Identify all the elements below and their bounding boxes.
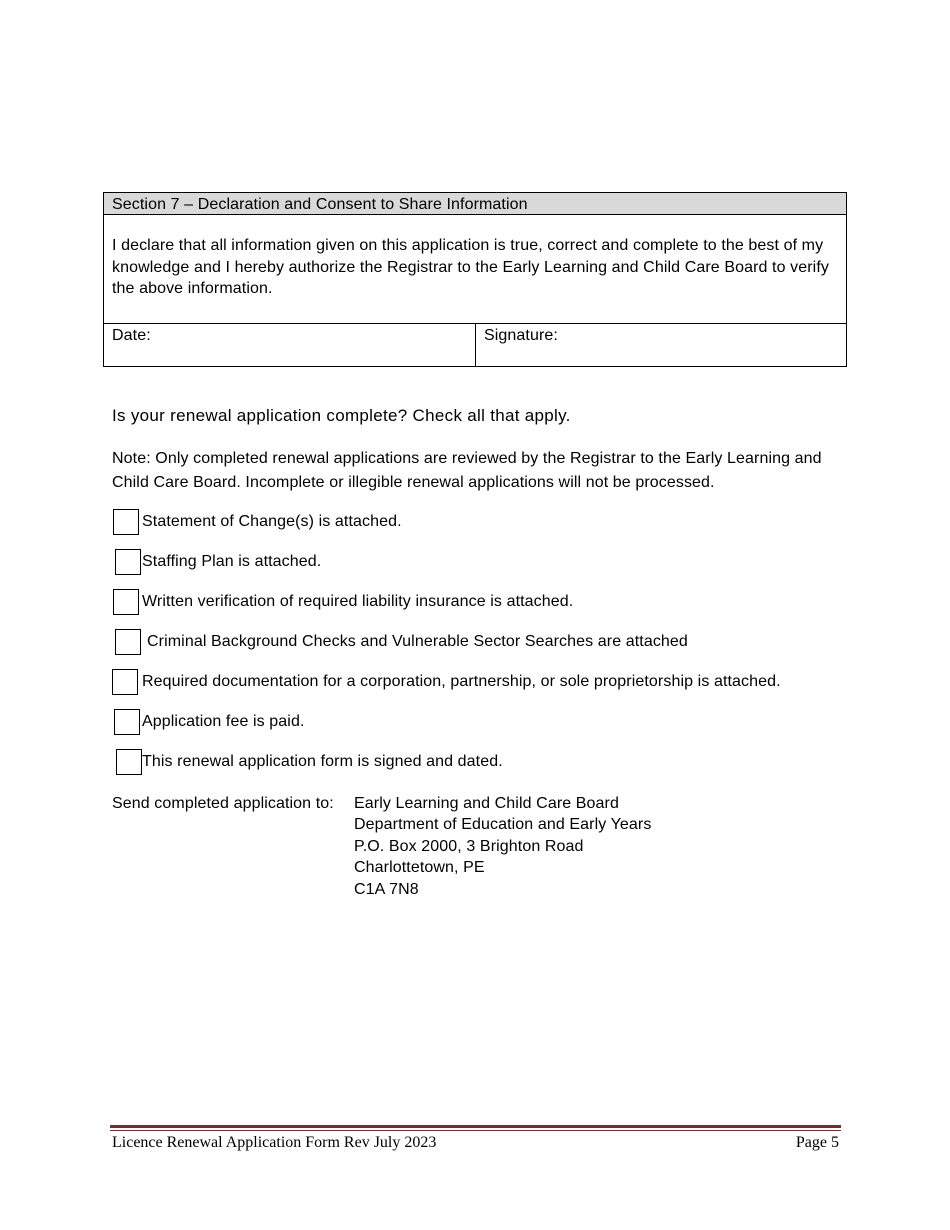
checklist-label: Written verification of required liability insurance is attached. [142, 593, 574, 610]
signature-label: Signature: [484, 327, 558, 344]
checkbox[interactable] [113, 509, 139, 535]
address-line: C1A 7N8 [354, 880, 419, 898]
address-line: P.O. Box 2000, 3 Brighton Road [354, 837, 584, 855]
checkbox[interactable] [116, 749, 142, 775]
date-label: Date: [112, 327, 151, 344]
processing-note: Note: Only completed renewal applications are reviewed by the Registrar to the Early Learning and Child Care Board. Incomplete or illegible renewal applications will not be processed. [112, 450, 822, 491]
checklist-label: Staffing Plan is attached. [142, 553, 322, 570]
page-number: Page 5 [795, 1134, 839, 1151]
checkbox[interactable] [113, 589, 139, 615]
checklist-item-required-documentation[interactable] [110, 669, 850, 697]
checklist-label: This renewal application form is signed and dated. [142, 753, 503, 770]
checklist-label: Statement of Change(s) is attached. [142, 513, 402, 530]
declaration-text: I declare that all information given on this application is true, correct and complete to the best of my knowledge and I hereby authorize the Registrar to the Early Learning and Child Care Board to verify the above information. [104, 215, 846, 324]
mailing-address [354, 793, 651, 900]
completion-question: Is your renewal application complete? Check all that apply. [112, 406, 571, 425]
footer-divider-thin [110, 1130, 841, 1131]
footer-divider [110, 1125, 841, 1128]
section-header: Section 7 – Declaration and Consent to Share Information [104, 193, 846, 215]
address-line: Department of Education and Early Years [354, 816, 652, 834]
checklist-item-form-signed[interactable] [110, 749, 850, 777]
address-line: Early Learning and Child Care Board [354, 795, 619, 812]
send-label: Send completed application to: [112, 795, 334, 812]
address-line: Charlottetown, PE [354, 859, 485, 877]
checkbox[interactable] [115, 549, 141, 575]
checklist-item-liability-insurance[interactable] [110, 589, 850, 617]
date-field[interactable] [104, 324, 476, 366]
declaration-section [103, 192, 847, 367]
checklist-item-statement-of-changes[interactable] [110, 509, 850, 537]
footer-form-title: Licence Renewal Application Form Rev July 2023 [112, 1134, 437, 1151]
checklist-item-application-fee[interactable] [110, 709, 850, 737]
checkbox[interactable] [115, 629, 141, 655]
checklist-label: Criminal Background Checks and Vulnerable Sector Searches are attached [147, 633, 688, 650]
checklist-item-staffing-plan[interactable] [110, 549, 850, 577]
checklist-label: Required documentation for a corporation, partnership, or sole proprietorship is attached. [142, 673, 781, 690]
checkbox[interactable] [114, 709, 140, 735]
checkbox[interactable] [112, 669, 138, 695]
checklist-label: Application fee is paid. [142, 713, 305, 730]
signature-field[interactable] [476, 324, 846, 366]
checklist-item-background-checks[interactable] [110, 629, 850, 657]
